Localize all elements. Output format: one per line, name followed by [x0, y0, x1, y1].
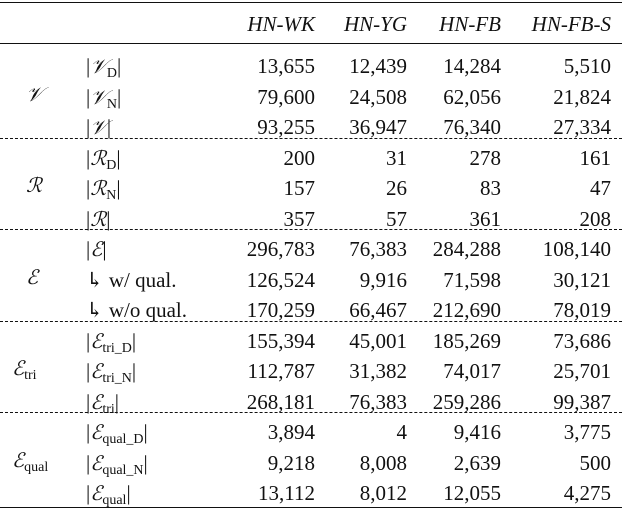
- set-symbol: ℰ: [90, 328, 103, 353]
- value-cell: 27,334: [553, 115, 611, 139]
- value-cell: 208: [579, 206, 611, 231]
- row-label: [86, 265, 177, 295]
- set-symbol: 𝒱: [90, 84, 107, 109]
- value-cell: 284,288: [432, 237, 501, 261]
- value-cell: 74,017: [443, 359, 501, 383]
- value-cell: 5,510: [563, 54, 611, 78]
- header-rule: [0, 43, 622, 44]
- value-cell: 8,008: [359, 450, 407, 475]
- value-cell: 12,055: [443, 481, 501, 505]
- label-suffix: |: [131, 359, 137, 383]
- column-header: HN-WK: [247, 12, 315, 36]
- value-cell: 278: [469, 145, 501, 170]
- value-cell: 31: [386, 145, 407, 170]
- value-cell: 3,894: [267, 420, 315, 444]
- label-subscript: N: [106, 188, 117, 203]
- row-label: [86, 234, 107, 264]
- label-suffix: |: [116, 145, 121, 170]
- group-symbol-glyph: ℰ: [26, 264, 39, 289]
- label-prefix: |: [86, 84, 91, 109]
- label-suffix: |: [116, 176, 121, 200]
- set-symbol: ℰ: [90, 481, 103, 505]
- value-cell: 500: [579, 450, 611, 475]
- label-prefix: |: [86, 359, 91, 383]
- value-cell: 30,121: [553, 267, 611, 292]
- group-symbol: [26, 81, 43, 107]
- label-subscript: qual: [102, 493, 127, 508]
- table-row: [0, 448, 622, 478]
- group-symbol: [26, 264, 38, 290]
- value-cell: 13,112: [258, 481, 315, 505]
- group-symbol: [12, 447, 48, 476]
- value-cell: 170,259: [246, 298, 315, 322]
- group-separator: [0, 229, 622, 230]
- group-symbol: [12, 355, 37, 384]
- table-row: [0, 265, 622, 295]
- table-row: [0, 417, 622, 447]
- label-subscript: D: [106, 157, 117, 173]
- value-cell: 62,056: [443, 84, 501, 109]
- value-cell: 155,394: [246, 328, 315, 353]
- value-cell: 47: [590, 176, 611, 200]
- label-prefix: |: [86, 176, 91, 200]
- table-row: [0, 234, 622, 264]
- value-cell: 157: [283, 176, 315, 200]
- value-cell: 296,783: [246, 237, 315, 261]
- value-cell: 357: [283, 206, 315, 231]
- value-cell: 12,439: [349, 54, 407, 78]
- table-row: [0, 326, 622, 356]
- value-cell: 14,284: [443, 54, 501, 78]
- value-cell: 79,600: [257, 84, 315, 109]
- label-prefix: |: [86, 328, 91, 353]
- value-cell: 161: [579, 145, 611, 170]
- value-cell: 200: [283, 145, 315, 170]
- value-cell: 108,140: [542, 237, 611, 261]
- table-row: [0, 51, 622, 81]
- value-cell: 76,383: [349, 389, 407, 414]
- value-cell: 212,690: [432, 298, 501, 322]
- value-cell: 126,524: [246, 267, 315, 292]
- label-prefix: |: [86, 115, 91, 139]
- label-prefix: |: [86, 420, 91, 444]
- set-symbol: 𝒱: [90, 115, 107, 139]
- value-cell: 36,947: [349, 115, 407, 139]
- label-suffix: |: [106, 206, 111, 231]
- bottom-rule: [0, 507, 622, 508]
- group-symbol: [26, 172, 42, 198]
- label-prefix: ↳: [86, 298, 109, 322]
- set-symbol: ℰ: [90, 237, 103, 261]
- group-symbol-subscript: tri: [24, 368, 37, 384]
- value-cell: 83: [480, 176, 501, 200]
- column-header: HN-YG: [343, 12, 407, 36]
- set-symbol: ℛ: [90, 145, 107, 170]
- value-cell: 9,916: [359, 267, 407, 292]
- value-cell: 259,286: [432, 389, 501, 414]
- value-cell: 76,340: [443, 115, 501, 139]
- value-cell: 9,416: [453, 420, 501, 444]
- row-label: [86, 478, 131, 516]
- set-symbol: ℰ: [90, 420, 103, 444]
- value-cell: 4,275: [563, 481, 611, 505]
- value-cell: 73,686: [553, 328, 611, 353]
- label-subscript: qual_N: [102, 462, 144, 478]
- table-row: [0, 143, 622, 173]
- value-cell: 66,467: [349, 298, 407, 322]
- label-suffix: |: [102, 237, 107, 261]
- top-rule: [0, 2, 622, 3]
- group-symbol-glyph: ℰ: [12, 447, 25, 472]
- label-suffix: |: [126, 481, 131, 505]
- value-cell: 26: [386, 176, 407, 200]
- label-prefix: |: [86, 206, 91, 231]
- set-symbol: ℛ: [90, 206, 107, 231]
- label-prefix: |: [86, 145, 91, 170]
- group-separator: [0, 321, 622, 322]
- value-cell: 8,012: [359, 481, 407, 505]
- group-symbol-subscript: qual: [24, 459, 49, 475]
- label-prefix: |: [86, 481, 91, 505]
- set-symbol: ℰ: [90, 359, 103, 383]
- value-cell: 13,655: [257, 54, 315, 78]
- label-suffix: |: [117, 84, 122, 109]
- value-cell: 78,019: [553, 298, 611, 322]
- label-suffix: |: [143, 450, 148, 475]
- group-symbol-glyph: ℰ: [12, 356, 25, 381]
- label-subscript: qual_D: [102, 432, 144, 447]
- column-header: HN-FB-S: [531, 12, 611, 36]
- value-cell: 9,218: [267, 450, 315, 475]
- value-cell: 3,775: [563, 420, 611, 444]
- label-prefix: |: [86, 450, 91, 475]
- group-separator: [0, 412, 622, 413]
- value-cell: 361: [469, 206, 501, 231]
- value-cell: 31,382: [349, 359, 407, 383]
- value-cell: 25,701: [553, 359, 611, 383]
- label-suffix: |: [143, 420, 148, 444]
- label-prefix: ↳: [86, 267, 109, 292]
- table-row: [0, 356, 622, 386]
- value-cell: 57: [386, 206, 407, 231]
- table-row: [0, 478, 622, 508]
- set-symbol: ℰ: [90, 450, 103, 475]
- label-suffix: |: [106, 115, 112, 139]
- value-cell: 71,598: [443, 267, 501, 292]
- value-cell: 268,181: [246, 389, 315, 414]
- value-cell: 112,787: [247, 359, 315, 383]
- label-subscript: N: [106, 96, 118, 112]
- group-symbol-glyph: 𝒱: [26, 81, 43, 106]
- value-cell: 99,387: [553, 389, 611, 414]
- label-suffix: |: [131, 328, 137, 353]
- label-suffix: |: [114, 389, 119, 414]
- label-suffix: |: [117, 54, 122, 78]
- label-suffix: w/ qual.: [108, 267, 177, 292]
- value-cell: 45,001: [349, 328, 407, 353]
- label-subscript: tri_N: [102, 371, 132, 386]
- label-subscript: D: [106, 66, 118, 81]
- value-cell: 76,383: [349, 237, 407, 261]
- label-subscript: tri_D: [102, 340, 132, 356]
- value-cell: 24,508: [349, 84, 407, 109]
- set-symbol: ℛ: [90, 176, 107, 200]
- value-cell: 185,269: [432, 328, 501, 353]
- label-subscript: tri: [102, 401, 115, 417]
- table-row: [0, 173, 622, 203]
- value-cell: 21,824: [553, 84, 611, 109]
- value-cell: 4: [396, 420, 407, 444]
- label-prefix: |: [86, 237, 91, 261]
- group-symbol-glyph: ℛ: [26, 173, 42, 198]
- set-symbol: ℰ: [90, 389, 103, 414]
- label-prefix: |: [86, 389, 91, 414]
- set-symbol: 𝒱: [90, 54, 107, 78]
- value-cell: 93,255: [257, 115, 315, 139]
- group-separator: [0, 138, 622, 139]
- table-row: [0, 82, 622, 112]
- column-header: HN-FB: [439, 12, 501, 36]
- label-prefix: |: [86, 54, 91, 78]
- label-suffix: w/o qual.: [108, 298, 188, 322]
- value-cell: 2,639: [453, 450, 501, 475]
